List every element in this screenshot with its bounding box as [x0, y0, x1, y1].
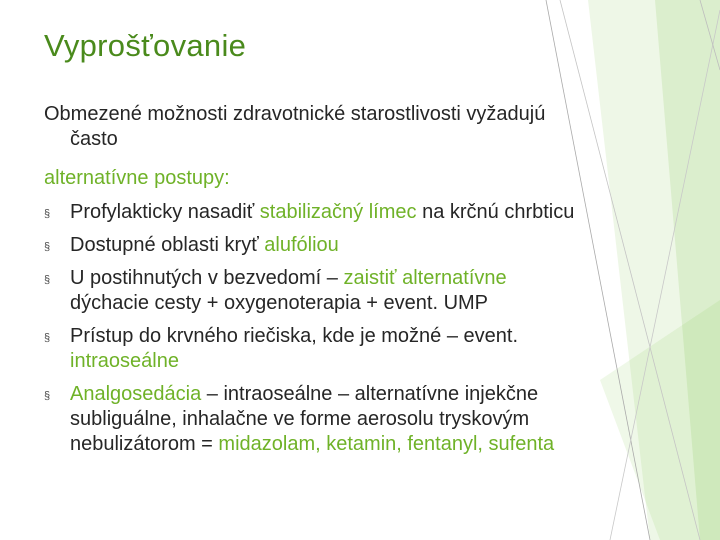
bullet-text: Profylakticky nasadiť	[70, 201, 260, 223]
bullet-item	[44, 233, 692, 258]
bullet-highlight: alufóliou	[264, 234, 339, 256]
bullet-text: Prístup do krvného riečiska, kde je možné – event.	[70, 325, 519, 347]
intro-line-3-highlight: alternatívne postupy:	[44, 167, 230, 189]
bullet-item	[44, 266, 692, 316]
bullet-marker-icon: §	[44, 274, 51, 286]
bullet-marker-icon: §	[44, 241, 51, 253]
bullet-text: Dostupné oblasti kryť	[70, 234, 265, 256]
bullet-item	[44, 382, 692, 457]
bullet-text: nebulizátorom =	[70, 433, 219, 455]
bullet-text: subliguálne, inhalačne ve forme aerosolu tryskovým	[70, 408, 530, 430]
intro-paragraph	[44, 102, 684, 191]
bullet-text: dýchacie cesty + oxygenoterapia + event. UMP	[70, 292, 489, 314]
bullet-marker-icon: §	[44, 390, 51, 402]
bullet-highlight: Analgosedácia	[70, 383, 202, 405]
bullet-highlight: stabilizačný límec	[259, 201, 417, 223]
bullet-marker-icon: §	[44, 332, 51, 344]
intro-line-2: často	[70, 128, 118, 150]
bullet-text: U postihnutých v bezvedomí –	[70, 267, 344, 289]
bullet-highlight: zaistiť alternatívne	[343, 267, 507, 289]
bullet-item	[44, 324, 692, 374]
bullet-list	[44, 200, 692, 465]
intro-line-1: Obmezené možnosti zdravotnické starostlivosti vyžadujú	[44, 103, 546, 125]
bullet-highlight: intraoseálne	[70, 350, 179, 372]
bullet-text: na krčnú chrbticu	[416, 201, 575, 223]
bullet-marker-icon: §	[44, 208, 51, 220]
bullet-item	[44, 200, 692, 225]
bullet-text: – intraoseálne – alternatívne injekčne	[201, 383, 539, 405]
bullet-highlight: midazolam, ketamin, fentanyl, sufenta	[218, 433, 555, 455]
slide-title: Vyprošťovanie	[44, 28, 247, 63]
